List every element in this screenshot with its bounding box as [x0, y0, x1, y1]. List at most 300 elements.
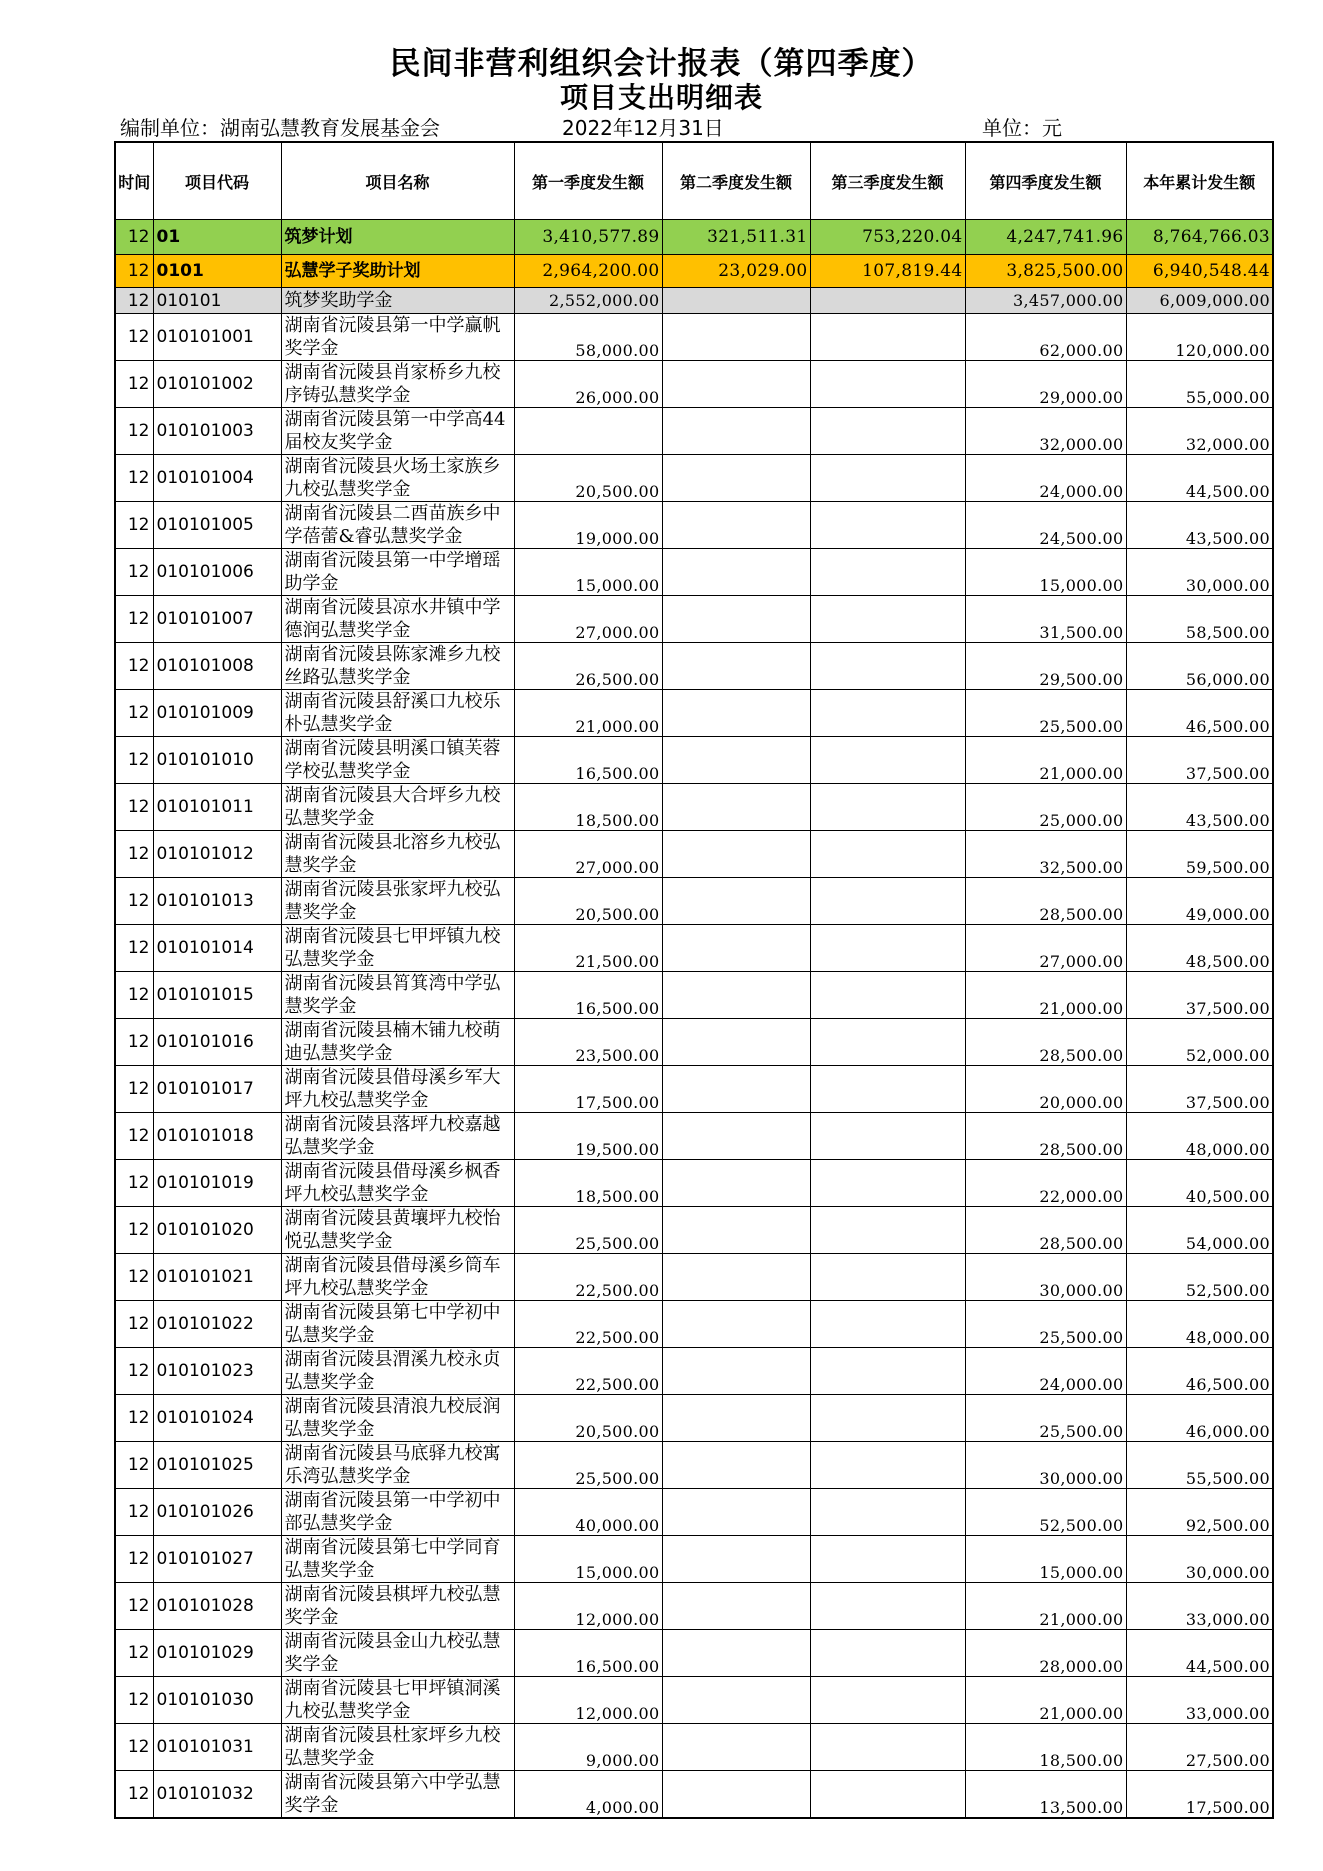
code-cell: 010101007 [153, 596, 281, 643]
currency-unit: 单位：元 [982, 116, 1062, 140]
q4-cell: 3,457,000.00 [965, 288, 1126, 314]
table-row [115, 1536, 1273, 1583]
name-cell: 湖南省沅陵县凉水井镇中学德润弘慧奖学金 [281, 596, 514, 643]
q1-cell: 26,500.00 [514, 643, 662, 690]
ytd-cell: 37,500.00 [1126, 1066, 1273, 1113]
q4-cell: 20,000.00 [965, 1066, 1126, 1113]
ytd-cell: 48,000.00 [1126, 1113, 1273, 1160]
q3-cell [810, 1019, 965, 1066]
q2-cell [662, 1113, 810, 1160]
table-row [115, 1442, 1273, 1489]
code-cell: 010101013 [153, 878, 281, 925]
code-cell: 010101017 [153, 1066, 281, 1113]
q3-cell [810, 972, 965, 1019]
col-header-code: 项目代码 [153, 142, 281, 220]
q4-cell: 24,000.00 [965, 1348, 1126, 1395]
q2-cell [662, 1442, 810, 1489]
q3-cell [810, 1771, 965, 1819]
table-row [115, 1160, 1273, 1207]
time-cell: 12 [115, 596, 153, 643]
code-cell: 010101021 [153, 1254, 281, 1301]
q4-cell: 32,000.00 [965, 408, 1126, 455]
q1-cell: 25,500.00 [514, 1207, 662, 1254]
code-cell: 010101023 [153, 1348, 281, 1395]
code-cell: 010101030 [153, 1677, 281, 1724]
ytd-cell: 55,500.00 [1126, 1442, 1273, 1489]
code-cell: 010101010 [153, 737, 281, 784]
col-header-q3: 第三季度发生额 [810, 142, 965, 220]
q1-cell: 12,000.00 [514, 1583, 662, 1630]
q1-cell: 27,000.00 [514, 831, 662, 878]
q3-cell [810, 596, 965, 643]
code-cell: 010101014 [153, 925, 281, 972]
ytd-cell: 44,500.00 [1126, 1630, 1273, 1677]
q3-cell [810, 878, 965, 925]
q3-cell [810, 1254, 965, 1301]
code-cell: 010101027 [153, 1536, 281, 1583]
report-title: 民间非营利组织会计报表（第四季度） [389, 46, 934, 82]
time-cell: 12 [115, 1113, 153, 1160]
q4-cell: 62,000.00 [965, 314, 1126, 361]
name-cell: 筑梦计划 [281, 220, 514, 255]
ytd-cell: 32,000.00 [1126, 408, 1273, 455]
header-row [115, 142, 1273, 220]
q4-cell: 25,500.00 [965, 1395, 1126, 1442]
q2-cell [662, 1066, 810, 1113]
time-cell: 12 [115, 1066, 153, 1113]
table-row [115, 1254, 1273, 1301]
table-row [115, 408, 1273, 455]
time-cell: 12 [115, 1395, 153, 1442]
table-row [115, 1301, 1273, 1348]
q2-cell [662, 878, 810, 925]
q4-cell: 22,000.00 [965, 1160, 1126, 1207]
code-cell: 010101032 [153, 1771, 281, 1819]
ytd-cell: 8,764,766.03 [1126, 220, 1273, 255]
code-cell: 010101024 [153, 1395, 281, 1442]
col-header-q1: 第一季度发生额 [514, 142, 662, 220]
time-cell: 12 [115, 1630, 153, 1677]
q3-cell [810, 925, 965, 972]
name-cell: 湖南省沅陵县火场土家族乡九校弘慧奖学金 [281, 455, 514, 502]
name-cell: 湖南省沅陵县落坪九校嘉越弘慧奖学金 [281, 1113, 514, 1160]
time-cell: 12 [115, 549, 153, 596]
ytd-cell: 58,500.00 [1126, 596, 1273, 643]
q3-cell [810, 1301, 965, 1348]
table-row [115, 314, 1273, 361]
q1-cell: 17,500.00 [514, 1066, 662, 1113]
q4-cell: 21,000.00 [965, 972, 1126, 1019]
q3-cell [810, 361, 965, 408]
q1-cell: 27,000.00 [514, 596, 662, 643]
q2-cell [662, 925, 810, 972]
q1-cell: 21,000.00 [514, 690, 662, 737]
q1-cell: 16,500.00 [514, 1630, 662, 1677]
q3-cell [810, 1113, 965, 1160]
code-cell: 010101 [153, 288, 281, 314]
code-cell: 010101018 [153, 1113, 281, 1160]
time-cell: 12 [115, 1348, 153, 1395]
col-header-time: 时间 [115, 142, 153, 220]
q2-cell [662, 1630, 810, 1677]
q4-cell: 27,000.00 [965, 925, 1126, 972]
table-row [115, 1395, 1273, 1442]
q3-cell [810, 784, 965, 831]
ytd-cell: 43,500.00 [1126, 784, 1273, 831]
time-cell: 12 [115, 1489, 153, 1536]
code-cell: 010101019 [153, 1160, 281, 1207]
ytd-cell: 27,500.00 [1126, 1724, 1273, 1771]
q2-cell [662, 1724, 810, 1771]
q3-cell [810, 1724, 965, 1771]
q1-cell: 9,000.00 [514, 1724, 662, 1771]
table-row [115, 361, 1273, 408]
q2-cell [662, 1348, 810, 1395]
q1-cell: 2,552,000.00 [514, 288, 662, 314]
code-cell: 010101026 [153, 1489, 281, 1536]
q1-cell: 4,000.00 [514, 1771, 662, 1819]
q4-cell: 25,000.00 [965, 784, 1126, 831]
name-cell: 湖南省沅陵县七甲坪镇九校弘慧奖学金 [281, 925, 514, 972]
q2-cell [662, 831, 810, 878]
ytd-cell: 40,500.00 [1126, 1160, 1273, 1207]
table-body [115, 220, 1273, 1819]
q4-cell: 28,500.00 [965, 1019, 1126, 1066]
q2-cell [662, 408, 810, 455]
q4-cell: 31,500.00 [965, 596, 1126, 643]
ytd-cell: 59,500.00 [1126, 831, 1273, 878]
q2-cell [662, 972, 810, 1019]
code-cell: 010101031 [153, 1724, 281, 1771]
ytd-cell: 30,000.00 [1126, 549, 1273, 596]
q2-cell [662, 288, 810, 314]
q4-cell: 28,500.00 [965, 878, 1126, 925]
summary-row-lvl2 [115, 255, 1273, 288]
q1-cell [514, 408, 662, 455]
table-row [115, 1066, 1273, 1113]
q3-cell [810, 1583, 965, 1630]
ytd-cell: 54,000.00 [1126, 1207, 1273, 1254]
q2-cell: 321,511.31 [662, 220, 810, 255]
q1-cell: 40,000.00 [514, 1489, 662, 1536]
name-cell: 湖南省沅陵县第一中学高44届校友奖学金 [281, 408, 514, 455]
q3-cell [810, 643, 965, 690]
q1-cell: 23,500.00 [514, 1019, 662, 1066]
q4-cell: 4,247,741.96 [965, 220, 1126, 255]
q1-cell: 20,500.00 [514, 878, 662, 925]
table-row [115, 878, 1273, 925]
q2-cell [662, 1677, 810, 1724]
q1-cell: 16,500.00 [514, 737, 662, 784]
table-row [115, 784, 1273, 831]
time-cell: 12 [115, 1301, 153, 1348]
q4-cell: 21,000.00 [965, 1677, 1126, 1724]
time-cell: 12 [115, 1207, 153, 1254]
q4-cell: 32,500.00 [965, 831, 1126, 878]
time-cell: 12 [115, 1583, 153, 1630]
ytd-cell: 52,000.00 [1126, 1019, 1273, 1066]
table-row [115, 925, 1273, 972]
q3-cell [810, 737, 965, 784]
q4-cell: 21,000.00 [965, 1583, 1126, 1630]
code-cell: 010101008 [153, 643, 281, 690]
q1-cell: 12,000.00 [514, 1677, 662, 1724]
name-cell: 湖南省沅陵县借母溪乡军大坪九校弘慧奖学金 [281, 1066, 514, 1113]
ytd-cell: 56,000.00 [1126, 643, 1273, 690]
q3-cell [810, 288, 965, 314]
time-cell: 12 [115, 784, 153, 831]
q1-cell: 2,964,200.00 [514, 255, 662, 288]
report-subtitle: 项目支出明细表 [559, 81, 763, 114]
q2-cell [662, 737, 810, 784]
q1-cell: 58,000.00 [514, 314, 662, 361]
q3-cell [810, 1207, 965, 1254]
q4-cell: 29,000.00 [965, 361, 1126, 408]
code-cell: 010101003 [153, 408, 281, 455]
ytd-cell: 43,500.00 [1126, 502, 1273, 549]
time-cell: 12 [115, 255, 153, 288]
q3-cell [810, 831, 965, 878]
q3-cell [810, 1348, 965, 1395]
time-cell: 12 [115, 878, 153, 925]
q3-cell [810, 690, 965, 737]
time-cell: 12 [115, 361, 153, 408]
q2-cell: 23,029.00 [662, 255, 810, 288]
table-row [115, 737, 1273, 784]
col-header-name: 项目名称 [281, 142, 514, 220]
ytd-cell: 52,500.00 [1126, 1254, 1273, 1301]
table-row [115, 1348, 1273, 1395]
time-cell: 12 [115, 502, 153, 549]
q2-cell [662, 1536, 810, 1583]
name-cell: 湖南省沅陵县借母溪乡筒车坪九校弘慧奖学金 [281, 1254, 514, 1301]
name-cell: 湖南省沅陵县张家坪九校弘慧奖学金 [281, 878, 514, 925]
q3-cell [810, 314, 965, 361]
q2-cell [662, 784, 810, 831]
q4-cell: 3,825,500.00 [965, 255, 1126, 288]
name-cell: 湖南省沅陵县明溪口镇芙蓉学校弘慧奖学金 [281, 737, 514, 784]
ytd-cell: 92,500.00 [1126, 1489, 1273, 1536]
q3-cell [810, 1442, 965, 1489]
ytd-cell: 49,000.00 [1126, 878, 1273, 925]
q1-cell: 18,500.00 [514, 784, 662, 831]
name-cell: 湖南省沅陵县大合坪乡九校弘慧奖学金 [281, 784, 514, 831]
ytd-cell: 48,000.00 [1126, 1301, 1273, 1348]
time-cell: 12 [115, 1536, 153, 1583]
table-row [115, 1207, 1273, 1254]
report-date: 2022年12月31日 [562, 116, 724, 140]
table-row [115, 1113, 1273, 1160]
time-cell: 12 [115, 220, 153, 255]
q2-cell [662, 1489, 810, 1536]
q2-cell [662, 1771, 810, 1819]
ytd-cell: 6,940,548.44 [1126, 255, 1273, 288]
q3-cell [810, 1066, 965, 1113]
q2-cell [662, 1254, 810, 1301]
q4-cell: 25,500.00 [965, 1301, 1126, 1348]
table-row [115, 549, 1273, 596]
q4-cell: 18,500.00 [965, 1724, 1126, 1771]
q1-cell: 25,500.00 [514, 1442, 662, 1489]
code-cell: 01 [153, 220, 281, 255]
code-cell: 010101005 [153, 502, 281, 549]
name-cell: 湖南省沅陵县借母溪乡枫香坪九校弘慧奖学金 [281, 1160, 514, 1207]
summary-row-lvl1 [115, 220, 1273, 255]
code-cell: 010101015 [153, 972, 281, 1019]
name-cell: 湖南省沅陵县第一中学增瑶助学金 [281, 549, 514, 596]
name-cell: 湖南省沅陵县肖家桥乡九校序铸弘慧奖学金 [281, 361, 514, 408]
name-cell: 湖南省沅陵县舒溪口九校乐朴弘慧奖学金 [281, 690, 514, 737]
table-row [115, 1771, 1273, 1819]
ytd-cell: 33,000.00 [1126, 1583, 1273, 1630]
time-cell: 12 [115, 1019, 153, 1066]
table-row [115, 1724, 1273, 1771]
q1-cell: 19,500.00 [514, 1113, 662, 1160]
name-cell: 湖南省沅陵县马底驿九校寓乐湾弘慧奖学金 [281, 1442, 514, 1489]
q2-cell [662, 643, 810, 690]
q4-cell: 21,000.00 [965, 737, 1126, 784]
table-row [115, 1630, 1273, 1677]
table-row [115, 1019, 1273, 1066]
time-cell: 12 [115, 690, 153, 737]
q4-cell: 30,000.00 [965, 1254, 1126, 1301]
table-row [115, 643, 1273, 690]
q3-cell [810, 549, 965, 596]
name-cell: 湖南省沅陵县北溶乡九校弘慧奖学金 [281, 831, 514, 878]
q4-cell: 25,500.00 [965, 690, 1126, 737]
q1-cell: 21,500.00 [514, 925, 662, 972]
code-cell: 010101022 [153, 1301, 281, 1348]
q4-cell: 28,000.00 [965, 1630, 1126, 1677]
q3-cell [810, 1536, 965, 1583]
q2-cell [662, 1583, 810, 1630]
ytd-cell: 30,000.00 [1126, 1536, 1273, 1583]
time-cell: 12 [115, 972, 153, 1019]
time-cell: 12 [115, 643, 153, 690]
ytd-cell: 46,000.00 [1126, 1395, 1273, 1442]
q2-cell [662, 1395, 810, 1442]
time-cell: 12 [115, 1724, 153, 1771]
q2-cell [662, 549, 810, 596]
q2-cell [662, 1301, 810, 1348]
q4-cell: 28,500.00 [965, 1113, 1126, 1160]
name-cell: 湖南省沅陵县七甲坪镇洞溪九校弘慧奖学金 [281, 1677, 514, 1724]
ytd-cell: 37,500.00 [1126, 972, 1273, 1019]
name-cell: 湖南省沅陵县二酉苗族乡中学蓓蕾&睿弘慧奖学金 [281, 502, 514, 549]
time-cell: 12 [115, 288, 153, 314]
name-cell: 湖南省沅陵县第一中学赢帆奖学金 [281, 314, 514, 361]
expense-detail-table [114, 141, 1274, 1819]
q1-cell: 18,500.00 [514, 1160, 662, 1207]
q1-cell: 15,000.00 [514, 549, 662, 596]
time-cell: 12 [115, 1442, 153, 1489]
q3-cell [810, 1160, 965, 1207]
q4-cell: 24,500.00 [965, 502, 1126, 549]
name-cell: 湖南省沅陵县第一中学初中部弘慧奖学金 [281, 1489, 514, 1536]
name-cell: 湖南省沅陵县杜家坪乡九校弘慧奖学金 [281, 1724, 514, 1771]
table-row [115, 1677, 1273, 1724]
q2-cell [662, 314, 810, 361]
name-cell: 筑梦奖助学金 [281, 288, 514, 314]
name-cell: 湖南省沅陵县第六中学弘慧奖学金 [281, 1771, 514, 1819]
ytd-cell: 33,000.00 [1126, 1677, 1273, 1724]
q1-cell: 19,000.00 [514, 502, 662, 549]
table-row [115, 690, 1273, 737]
q1-cell: 3,410,577.89 [514, 220, 662, 255]
name-cell: 弘慧学子奖助计划 [281, 255, 514, 288]
ytd-cell: 6,009,000.00 [1126, 288, 1273, 314]
table-row [115, 1583, 1273, 1630]
q2-cell [662, 1207, 810, 1254]
code-cell: 010101011 [153, 784, 281, 831]
q2-cell [662, 1160, 810, 1207]
q2-cell [662, 596, 810, 643]
table-row [115, 972, 1273, 1019]
q4-cell: 24,000.00 [965, 455, 1126, 502]
time-cell: 12 [115, 925, 153, 972]
code-cell: 010101012 [153, 831, 281, 878]
name-cell: 湖南省沅陵县第七中学初中弘慧奖学金 [281, 1301, 514, 1348]
q2-cell [662, 690, 810, 737]
time-cell: 12 [115, 1677, 153, 1724]
code-cell: 010101004 [153, 455, 281, 502]
name-cell: 湖南省沅陵县陈家滩乡九校丝路弘慧奖学金 [281, 643, 514, 690]
col-header-q2: 第二季度发生额 [662, 142, 810, 220]
q4-cell: 15,000.00 [965, 549, 1126, 596]
table-row [115, 502, 1273, 549]
q4-cell: 29,500.00 [965, 643, 1126, 690]
q3-cell [810, 455, 965, 502]
ytd-cell: 44,500.00 [1126, 455, 1273, 502]
time-cell: 12 [115, 737, 153, 784]
q4-cell: 13,500.00 [965, 1771, 1126, 1819]
q1-cell: 26,000.00 [514, 361, 662, 408]
q4-cell: 28,500.00 [965, 1207, 1126, 1254]
org-label: 编制单位：湖南弘慧教育发展基金会 [120, 116, 440, 140]
time-cell: 12 [115, 314, 153, 361]
q2-cell [662, 455, 810, 502]
table-row [115, 455, 1273, 502]
name-cell: 湖南省沅陵县第七中学同育弘慧奖学金 [281, 1536, 514, 1583]
table-row [115, 1489, 1273, 1536]
q2-cell [662, 502, 810, 549]
q2-cell [662, 1019, 810, 1066]
q3-cell [810, 502, 965, 549]
q3-cell [810, 1489, 965, 1536]
name-cell: 湖南省沅陵县棋坪九校弘慧奖学金 [281, 1583, 514, 1630]
col-header-ytd: 本年累计发生额 [1126, 142, 1273, 220]
ytd-cell: 55,000.00 [1126, 361, 1273, 408]
ytd-cell: 48,500.00 [1126, 925, 1273, 972]
q4-cell: 30,000.00 [965, 1442, 1126, 1489]
q1-cell: 16,500.00 [514, 972, 662, 1019]
code-cell: 010101009 [153, 690, 281, 737]
q3-cell [810, 1395, 965, 1442]
q3-cell [810, 1630, 965, 1677]
ytd-cell: 46,500.00 [1126, 1348, 1273, 1395]
time-cell: 12 [115, 455, 153, 502]
q4-cell: 52,500.00 [965, 1489, 1126, 1536]
code-cell: 010101001 [153, 314, 281, 361]
col-header-q4: 第四季度发生额 [965, 142, 1126, 220]
time-cell: 12 [115, 1254, 153, 1301]
table-row [115, 596, 1273, 643]
ytd-cell: 46,500.00 [1126, 690, 1273, 737]
time-cell: 12 [115, 831, 153, 878]
q1-cell: 20,500.00 [514, 455, 662, 502]
code-cell: 010101025 [153, 1442, 281, 1489]
q1-cell: 15,000.00 [514, 1536, 662, 1583]
